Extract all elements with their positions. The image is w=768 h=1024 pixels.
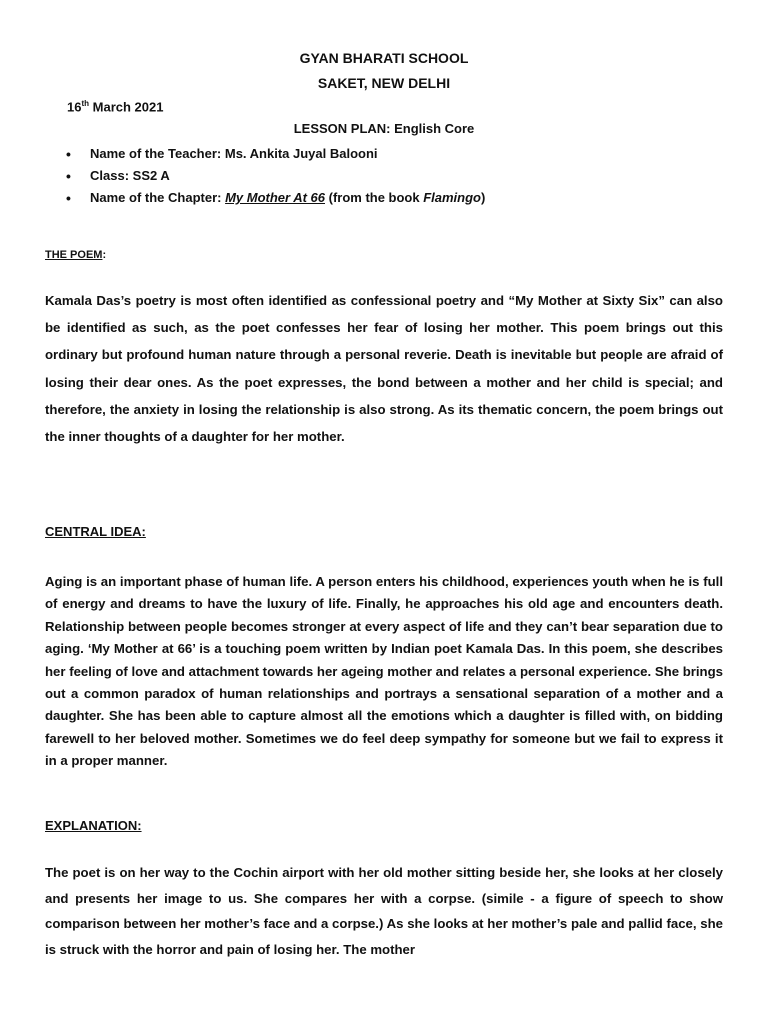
lesson-plan-subject: English Core: [390, 121, 475, 136]
book-title: Flamingo: [423, 190, 481, 205]
poem-heading-text: THE POEM: [45, 249, 103, 261]
chapter-mid: (from the book: [325, 190, 424, 205]
poem-heading: [45, 249, 106, 261]
central-idea-heading: CENTRAL IDEA:: [45, 524, 146, 539]
explanation-heading: EXPLANATION:: [45, 818, 142, 833]
list-item-chapter: [66, 187, 485, 209]
chapter-title: My Mother At 66: [225, 190, 325, 205]
chapter-label: Name of the Chapter:: [90, 190, 226, 205]
central-idea-paragraph: Aging is an important phase of human life. A person enters his childhood, experiences youth when he is full of energy and dreams to have the luxury of life. Finally, he approaches his old age and encounters death. Relationship between people becomes stronger at every aspect of life and they can’t bear separation due to aging. ‘My Mother at 66’ is a touching poem written by Indian poet Kamala Das. In this poem, she describes her feeling of love and attachment towards her ageing mother and relates a personal experience. She brings out a common paradox of human relationships and portrays a sensational separation of a mother and a daughter. She has been able to capture almost all the emotions which a daughter is filled with, on bidding farewell to her beloved mother. Sometimes we do feel deep sympathy for someone but we fail to express it in a proper manner.: [45, 574, 723, 769]
lesson-info-list: [66, 143, 485, 209]
teacher-label: Name of the Teacher:: [90, 146, 222, 161]
class-label: Class:: [90, 168, 130, 183]
school-location: SAKET, NEW DELHI: [317, 75, 451, 91]
teacher-name: Ms. Ankita Juyal Balooni: [221, 146, 378, 161]
date-day: 16: [67, 99, 82, 115]
date-suffix: th: [81, 99, 90, 108]
explanation-paragraph: The poet is on her way to the Cochin airport with her old mother sitting beside her, she looks at her closely and presents her image to us. She compares her with a corpse. (simile - a figure of speech to show comparison between her mother’s face and a corpse.) As she looks at her mother’s pale and pallid face, she is struck with the horror and pain of losing her. The mother: [45, 865, 723, 957]
class-value: SS2 A: [129, 168, 170, 183]
document-date: [67, 99, 163, 114]
list-item-teacher: [66, 143, 485, 165]
lesson-plan-title: [0, 121, 768, 136]
school-name: GYAN BHARATI SCHOOL: [299, 50, 469, 66]
poem-heading-colon: :: [102, 249, 107, 261]
lesson-plan-label: LESSON PLAN:: [293, 121, 391, 136]
list-item-class: [66, 165, 485, 187]
date-month-year: March 2021: [89, 99, 164, 115]
chapter-end: ): [481, 190, 486, 205]
poem-paragraph: Kamala Das’s poetry is most often identified as confessional poetry and “My Mother at Sixty Six” can also be identified as such, as the poet confesses her fear of losing her mother. This poem brings out this ordinary but profound human nature through a personal reverie. Death is inevitable but people are afraid of losing their dear ones. As the poet expresses, the bond between a mother and her child is special; and therefore, the anxiety in losing the relationship is also strong. As its thematic concern, the poem brings out the inner thoughts of a daughter for her mother.: [45, 293, 723, 445]
